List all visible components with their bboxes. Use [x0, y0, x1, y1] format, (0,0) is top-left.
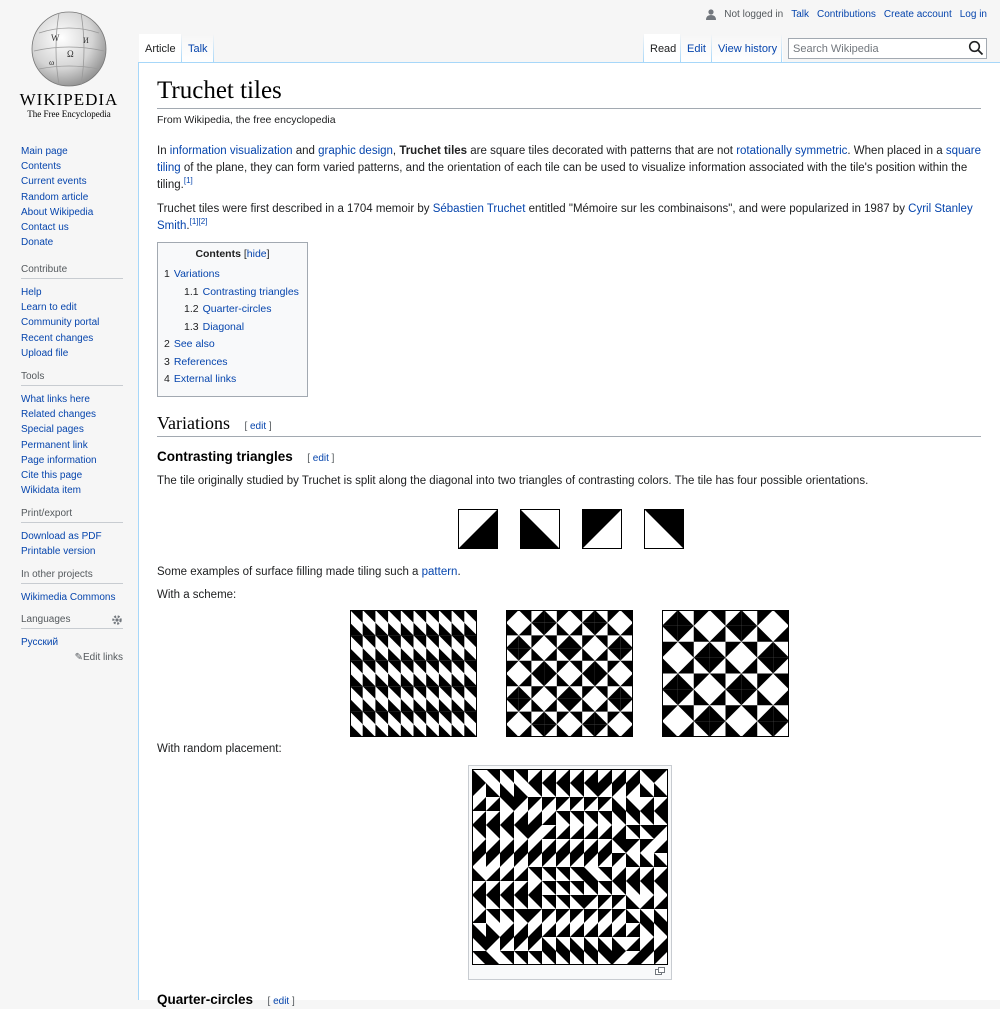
- create-account-link[interactable]: Create account: [883, 9, 952, 20]
- ref-1[interactable]: [1]: [183, 176, 193, 186]
- nav-printable-version[interactable]: Printable version: [21, 546, 96, 558]
- puzzle-globe-icon: [29, 11, 109, 89]
- nav-related-changes[interactable]: Related changes: [21, 409, 97, 421]
- nav-cite-this-page[interactable]: Cite this page: [21, 470, 83, 482]
- svg-text:ω: ω: [49, 58, 55, 67]
- article-content: Truchet tiles From Wikipedia, the free encyclopedia In information visualization and graphic design, Truchet tiles are square tiles decorated with patterns that are not rotationally symmetric. When placed in a square tiling of the plane, they can form varied patterns, and the orientation of each tile can be used to visualize information associated with the tile's position within the tiling.[1] Truchet tiles were first described in a 1704 memoir by Sébastien Truchet entitled "Mémoire sur les combinaisons", and were popularized in 1987 by Cyril Stanley Smith.[1][2] Contents [hide] 1 Variations 1.1 Contrasting triangles 1.2 Quarter-circles 1.3 Diagonal 2 See also 3 References 4 External links Variations [ edit ] Contrasting triangles [ edit ] The tile originally studied by Truchet is split along the diagonal into two triangles of contrasting colors. The tile has four possible orientations. Some examples of surface filling made tiling such a pattern. With a scheme: With random placement: Quarter-circles [ edit ]: [138, 62, 1000, 1000]
- search-input[interactable]: [788, 38, 987, 59]
- tab-edit[interactable]: Edit: [681, 34, 712, 62]
- magnify-icon[interactable]: [655, 967, 665, 975]
- nav-main: [21, 144, 123, 250]
- gear-icon[interactable]: [111, 614, 123, 626]
- nav-what-links-here[interactable]: What links here: [21, 394, 90, 405]
- nav-permanent-link[interactable]: Permanent link: [21, 439, 88, 451]
- examples-text: Some examples of surface filling made tiling such a pattern.: [157, 566, 461, 578]
- edit-quarter-circles[interactable]: edit: [273, 996, 290, 1007]
- nav-about[interactable]: About Wikipedia: [21, 206, 94, 218]
- search-icon[interactable]: [968, 40, 984, 56]
- site-tagline: From Wikipedia, the free encyclopedia: [157, 114, 336, 126]
- toc-item[interactable]: 1.2 Quarter-circles: [184, 303, 272, 315]
- table-of-contents: Contents [hide] 1 Variations 1.1 Contrasting triangles 1.2 Quarter-circles 1.3 Diagonal 2 See also 3 References 4 External links: [157, 242, 308, 397]
- nav-main-page[interactable]: Main page: [21, 146, 68, 157]
- link-rotationally-symmetric[interactable]: rotationally symmetric: [736, 145, 848, 157]
- not-logged-in: Not logged in: [724, 9, 784, 20]
- ref-1b[interactable]: [1]: [189, 217, 199, 227]
- toc-item[interactable]: 1.3 Diagonal: [184, 320, 245, 333]
- wikipedia-logo[interactable]: [0, 0, 138, 130]
- svg-text:И: И: [83, 36, 89, 45]
- tile-orientation-4: [644, 509, 684, 549]
- tile-orientation-3: [582, 509, 622, 549]
- talk-link[interactable]: Talk: [791, 9, 809, 20]
- nav-wikimedia-commons[interactable]: Wikimedia Commons: [21, 592, 116, 603]
- random-tiling-thumbnail[interactable]: [468, 765, 672, 980]
- contrasting-description: The tile originally studied by Truchet is split along the diagonal into two triangles of contrasting colors. The tile has four possible orientations.: [157, 475, 869, 487]
- login-link[interactable]: Log in: [959, 9, 987, 20]
- edit-contrasting[interactable]: edit: [312, 453, 329, 464]
- tile-orientation-1: [458, 509, 498, 549]
- toc-item[interactable]: 1.1 Contrasting triangles: [184, 285, 299, 298]
- random-label: With random placement:: [157, 743, 282, 755]
- svg-text:Ω: Ω: [67, 49, 74, 59]
- tagline: The Free Encyclopedia: [27, 109, 111, 119]
- nav-recent-changes[interactable]: Recent changes: [21, 332, 94, 344]
- nav-random-article[interactable]: Random article: [21, 191, 89, 203]
- contribute-heading: Contribute: [21, 264, 123, 279]
- nav-print: [21, 508, 123, 559]
- print-heading: Print/export: [21, 508, 123, 523]
- tab-article[interactable]: Article: [139, 34, 182, 62]
- lang-russian[interactable]: Русский: [21, 637, 59, 648]
- link-sebastien-truchet[interactable]: Sébastien Truchet: [432, 203, 526, 215]
- svg-text:W: W: [51, 33, 60, 43]
- toc-item[interactable]: 3 References: [164, 355, 228, 368]
- tools-heading: Tools: [21, 371, 123, 386]
- link-cyril-stanley-smith[interactable]: Cyril Stanley Smith: [157, 203, 973, 232]
- pencil-icon: ✎: [74, 652, 83, 664]
- toc-hide-link[interactable]: hide: [246, 248, 267, 260]
- toc-title: Contents: [195, 248, 241, 260]
- link-information-visualization[interactable]: information visualization: [169, 145, 293, 157]
- link-pattern-visible[interactable]: pattern: [421, 566, 458, 578]
- nav-upload-file[interactable]: Upload file: [21, 347, 69, 359]
- nav-donate[interactable]: Donate: [21, 237, 54, 249]
- edit-links[interactable]: ✎Edit links: [74, 652, 123, 664]
- link-graphic-design[interactable]: graphic design: [318, 145, 393, 157]
- scheme-tiling-2: [506, 610, 633, 737]
- contributions-link[interactable]: Contributions: [817, 9, 876, 20]
- nav-languages: [21, 614, 123, 665]
- ref-2[interactable]: [2]: [198, 217, 208, 227]
- personal-tools: [706, 9, 987, 20]
- nav-projects: [21, 569, 123, 605]
- nav-page-information[interactable]: Page information: [21, 454, 97, 466]
- nav-contribute: [21, 264, 123, 361]
- toc-item[interactable]: 4 External links: [164, 373, 237, 385]
- wordmark: WIKIPEDIA: [19, 90, 119, 109]
- history-paragraph: Truchet tiles were first described in a 1704 memoir by Sébastien Truchet entitled "Mémoire sur les combinaisons", and were popularized in 1987 by Cyril Stanley Smith.[1][2]: [157, 203, 973, 232]
- section-variations: Variations: [157, 413, 230, 433]
- languages-heading: Languages: [21, 614, 123, 629]
- projects-heading: In other projects: [21, 569, 123, 584]
- section-contrasting-triangles: Contrasting triangles: [157, 449, 293, 464]
- scheme-tiling-3: [662, 610, 789, 737]
- tab-view-history[interactable]: View history: [712, 34, 783, 62]
- edit-variations[interactable]: edit: [250, 421, 267, 432]
- section-quarter-circles: Quarter-circles: [157, 992, 254, 1007]
- page-title: Truchet tiles: [157, 77, 282, 104]
- nav-wikidata-item[interactable]: Wikidata item: [21, 485, 82, 497]
- nav-download-pdf[interactable]: Download as PDF: [21, 531, 102, 542]
- tile-orientation-2: [520, 509, 560, 549]
- random-tiling-image: [472, 769, 668, 965]
- toc-item[interactable]: 1 Variations: [164, 268, 220, 280]
- tab-talk[interactable]: Talk: [182, 34, 214, 62]
- toc-item[interactable]: 2 See also: [164, 338, 215, 350]
- nav-contents[interactable]: Contents: [21, 161, 62, 173]
- nav-learn-to-edit[interactable]: Learn to edit: [21, 302, 77, 314]
- user-icon: [706, 9, 716, 20]
- scheme-label: With a scheme:: [157, 589, 237, 601]
- intro-paragraph: In information visualization and graphic design, Truchet tiles are square tiles decorated with patterns that are not rotationally symmetric. When placed in a square tiling of the plane, they can form varied patterns, and the orientation of each tile can be used to visualize information associated with the tile's position within the tiling.[1]: [157, 145, 982, 191]
- nav-contact[interactable]: Contact us: [21, 222, 69, 234]
- nav-current-events[interactable]: Current events: [21, 176, 87, 188]
- nav-special-pages[interactable]: Special pages: [21, 424, 84, 436]
- tab-read[interactable]: Read: [644, 34, 682, 62]
- nav-help[interactable]: Help: [21, 287, 42, 298]
- nav-tools: [21, 371, 123, 498]
- nav-community-portal[interactable]: Community portal: [21, 317, 100, 329]
- link-square-tiling[interactable]: square tiling: [157, 145, 982, 174]
- scheme-tiling-1: [350, 610, 477, 737]
